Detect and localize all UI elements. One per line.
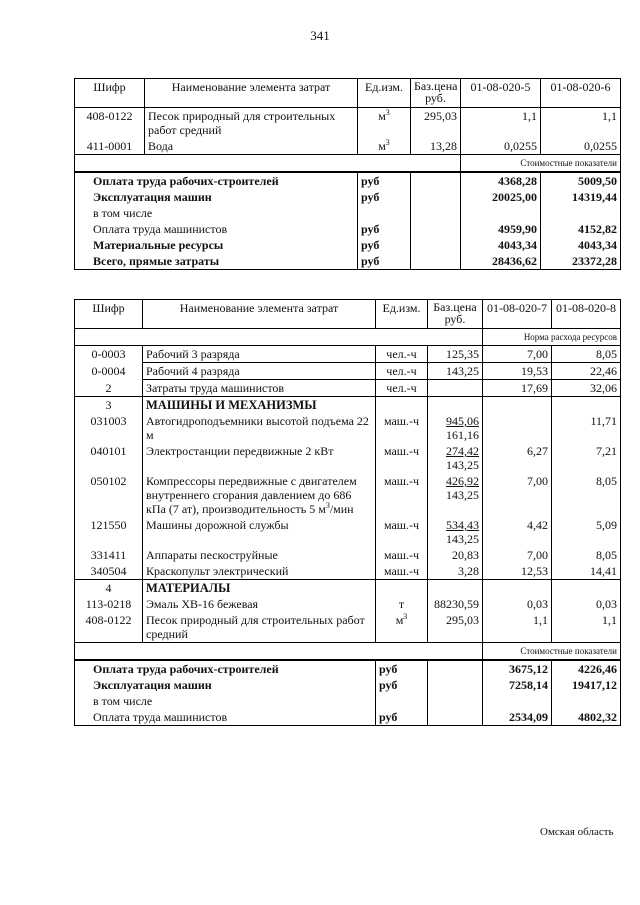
summary-unit: руб xyxy=(376,677,428,693)
base-price: 3,28 xyxy=(458,564,479,578)
base-price: 534,43 xyxy=(446,518,479,532)
cell-name: Песок природный для строительных работ средний xyxy=(143,612,376,643)
cell-unit xyxy=(376,397,428,414)
cell-unit: чел.-ч xyxy=(376,363,428,380)
summary-empty xyxy=(411,253,461,270)
section-title: МАШИНЫ И МЕХАНИЗМЫ xyxy=(143,397,376,414)
cell-base-price xyxy=(428,580,483,597)
base-price: 945,06 xyxy=(446,414,479,428)
summary-row xyxy=(75,660,621,677)
section-title: МАТЕРИАЛЫ xyxy=(143,580,376,597)
superscript: 3 xyxy=(325,501,330,510)
cell-base-price xyxy=(428,563,483,580)
summary-unit xyxy=(376,693,428,709)
cell-base-price xyxy=(428,443,483,473)
cell-col1: 1,1 xyxy=(483,612,552,643)
header-unit: Ед.изм. xyxy=(358,79,411,108)
cell-col2: 1,1 xyxy=(541,108,621,139)
summary-row xyxy=(75,693,621,709)
summary-label: Оплата труда машинистов xyxy=(75,221,358,237)
summary-col2 xyxy=(552,693,621,709)
cell-col1 xyxy=(483,413,552,443)
cell-code: 121550 xyxy=(75,517,143,547)
summary-label: Материальные ресурсы xyxy=(75,237,358,253)
cell-col1: 1,1 xyxy=(461,108,541,139)
header-unit: Ед.изм. xyxy=(376,300,428,329)
cell-col2: 8,05 xyxy=(552,547,621,563)
cell-code: 3 xyxy=(75,397,143,414)
cell-col1: 6,27 xyxy=(483,443,552,473)
superscript: 3 xyxy=(385,108,390,117)
cell-base-price: 295,03 xyxy=(411,108,461,139)
table-row xyxy=(75,517,621,547)
header-col1: 01-08-020-7 xyxy=(483,300,552,329)
table-row xyxy=(75,413,621,443)
cell-name: Электростанции передвижные 2 кВт xyxy=(143,443,376,473)
summary-col1: 4368,28 xyxy=(461,172,541,189)
cell-code: 0-0004 xyxy=(75,363,143,380)
summary-unit: руб xyxy=(358,237,411,253)
summary-empty xyxy=(411,205,461,221)
cell-code: 050102 xyxy=(75,473,143,517)
summary-empty xyxy=(411,237,461,253)
cell-col2: 0,0255 xyxy=(541,138,621,155)
table-row xyxy=(75,596,621,612)
summary-row xyxy=(75,677,621,693)
summary-unit: руб xyxy=(376,660,428,677)
summary-row xyxy=(75,709,621,726)
header-code: Шифр xyxy=(75,300,143,329)
cell-col1 xyxy=(483,580,552,597)
table-row xyxy=(75,563,621,580)
summary-col1: 20025,00 xyxy=(461,189,541,205)
cell-col1: 7,00 xyxy=(483,473,552,517)
summary-empty xyxy=(428,677,483,693)
cell-col1: 0,0255 xyxy=(461,138,541,155)
cell-col1: 4,42 xyxy=(483,517,552,547)
summary-unit: руб xyxy=(358,253,411,270)
base-price: 426,92 xyxy=(446,474,479,488)
header-code: Шифр xyxy=(75,79,145,108)
cell-col2: 11,71 xyxy=(552,413,621,443)
cell-code: 031003 xyxy=(75,413,143,443)
base-price: 125,35 xyxy=(446,347,479,361)
table-row xyxy=(75,612,621,643)
cell-unit: $м^3$ xyxy=(358,108,411,139)
cell-base-price xyxy=(428,517,483,547)
superscript: 3 xyxy=(385,138,390,147)
summary-label: в том числе xyxy=(75,205,358,221)
cell-unit: чел.-ч xyxy=(376,346,428,363)
cell-name: Песок природный для строительных работ средний xyxy=(145,108,358,139)
base-price: 274,42 xyxy=(446,444,479,458)
summary-row xyxy=(75,172,621,189)
base-price: 295,03 xyxy=(446,613,479,627)
cell-unit: т xyxy=(376,596,428,612)
cell-code: 331411 xyxy=(75,547,143,563)
cell-base-price xyxy=(428,612,483,643)
summary-col1: 7258,14 xyxy=(483,677,552,693)
table-row xyxy=(75,108,621,139)
summary-col2: 23372,28 xyxy=(541,253,621,270)
cell-name: Рабочий 3 разряда xyxy=(143,346,376,363)
cell-col2: 8,05 xyxy=(552,346,621,363)
summary-label: Эксплуатация машин xyxy=(75,677,376,693)
summary-col2: 4043,34 xyxy=(541,237,621,253)
summary-col1: 4959,90 xyxy=(461,221,541,237)
cell-base-price: 13,28 xyxy=(411,138,461,155)
summary-unit: руб xyxy=(358,172,411,189)
summary-col2: 19417,12 xyxy=(552,677,621,693)
cost-header-row xyxy=(75,155,621,173)
cell-unit: маш.-ч xyxy=(376,517,428,547)
summary-row xyxy=(75,253,621,270)
cost-table-2 xyxy=(74,299,621,726)
cell-code: 408-0122 xyxy=(75,612,143,643)
cell-code: 4 xyxy=(75,580,143,597)
header-name: Наименование элемента затрат xyxy=(145,79,358,108)
cell-col2: 14,41 xyxy=(552,563,621,580)
cell-base-price xyxy=(428,596,483,612)
cell-unit: чел.-ч xyxy=(376,380,428,397)
base-price: 143,25 xyxy=(446,364,479,378)
base-price: 20,83 xyxy=(452,548,479,562)
cell-col1 xyxy=(483,397,552,414)
summary-col2: 4802,32 xyxy=(552,709,621,726)
norm-header: Норма расхода ресурсов xyxy=(483,329,621,346)
cell-name: Эмаль ХВ-16 бежевая xyxy=(143,596,376,612)
summary-label: Оплата труда машинистов xyxy=(75,709,376,726)
cell-name: Машины дорожной службы xyxy=(143,517,376,547)
summary-empty xyxy=(411,221,461,237)
cell-code: 2 xyxy=(75,380,143,397)
header-name: Наименование элемента затрат xyxy=(143,300,376,329)
table-row xyxy=(75,363,621,380)
summary-col2: 4226,46 xyxy=(552,660,621,677)
summary-row xyxy=(75,205,621,221)
cell-code: 040101 xyxy=(75,443,143,473)
summary-empty xyxy=(428,693,483,709)
summary-col1: 2534,09 xyxy=(483,709,552,726)
cell-col2: 22,46 xyxy=(552,363,621,380)
cell-col1: 19,53 xyxy=(483,363,552,380)
summary-empty xyxy=(428,709,483,726)
cell-name: Компрессоры передвижные с двигателем внутреннего сгорания давлением до 686 кПа (7 ат), производительность 5 $м^3$/мин xyxy=(143,473,376,517)
cell-name: Вода xyxy=(145,138,358,155)
cell-col2: 0,03 xyxy=(552,596,621,612)
cost-header: Стоимостные показатели xyxy=(483,643,621,661)
summary-unit: руб xyxy=(358,221,411,237)
cell-base-price xyxy=(428,397,483,414)
cell-col2: 7,21 xyxy=(552,443,621,473)
cell-col1: 17,69 xyxy=(483,380,552,397)
table-row xyxy=(75,138,621,155)
cell-code: 0-0003 xyxy=(75,346,143,363)
summary-empty xyxy=(411,189,461,205)
machinist-wage: 161,16 xyxy=(446,428,479,442)
summary-unit xyxy=(358,205,411,221)
cell-unit: $м^3$ xyxy=(376,612,428,643)
header-col2: 01-08-020-6 xyxy=(541,79,621,108)
cell-col2 xyxy=(552,397,621,414)
table-row xyxy=(75,473,621,517)
table-row xyxy=(75,380,621,397)
summary-unit: руб xyxy=(358,189,411,205)
summary-label: Эксплуатация машин xyxy=(75,189,358,205)
cell-col2: 1,1 xyxy=(552,612,621,643)
section-row xyxy=(75,397,621,414)
summary-label: Оплата труда рабочих-строителей xyxy=(75,172,358,189)
cell-unit: маш.-ч xyxy=(376,413,428,443)
summary-col2: 14319,44 xyxy=(541,189,621,205)
superscript: 3 xyxy=(403,612,408,621)
page-number: 341 xyxy=(310,28,330,43)
summary-empty xyxy=(428,660,483,677)
summary-row xyxy=(75,221,621,237)
machinist-wage: 143,25 xyxy=(446,532,479,546)
summary-col1: 4043,34 xyxy=(461,237,541,253)
machinist-wage: 143,25 xyxy=(446,488,479,502)
cell-name: Аппараты пескоструйные xyxy=(143,547,376,563)
base-price: 88230,59 xyxy=(434,597,479,611)
cell-unit: маш.-ч xyxy=(376,443,428,473)
summary-unit: руб xyxy=(376,709,428,726)
cell-col1: 7,00 xyxy=(483,547,552,563)
cell-col1: 12,53 xyxy=(483,563,552,580)
cell-col2: 5,09 xyxy=(552,517,621,547)
summary-empty xyxy=(411,172,461,189)
table-header-row xyxy=(75,79,621,108)
cell-name: Краскопульт электрический xyxy=(143,563,376,580)
summary-col1: 3675,12 xyxy=(483,660,552,677)
cell-unit: $м^3$ xyxy=(358,138,411,155)
header-base-price: Баз.цена руб. xyxy=(428,300,483,329)
norm-header-row xyxy=(75,329,621,346)
summary-label: в том числе xyxy=(75,693,376,709)
summary-row xyxy=(75,189,621,205)
cell-code: 408-0122 xyxy=(75,108,145,139)
cell-name: Рабочий 4 разряда xyxy=(143,363,376,380)
cost-header-row xyxy=(75,643,621,661)
cell-base-price xyxy=(428,380,483,397)
cell-unit: маш.-ч xyxy=(376,473,428,517)
section-row xyxy=(75,580,621,597)
summary-row xyxy=(75,237,621,253)
summary-col2: 5009,50 xyxy=(541,172,621,189)
cell-col1: 7,00 xyxy=(483,346,552,363)
header-col2: 01-08-020-8 xyxy=(552,300,621,329)
summary-col2: 4152,82 xyxy=(541,221,621,237)
cell-unit: маш.-ч xyxy=(376,547,428,563)
cost-table-1 xyxy=(74,78,621,270)
summary-col1 xyxy=(461,205,541,221)
summary-label: Всего, прямые затраты xyxy=(75,253,358,270)
cell-code: 340504 xyxy=(75,563,143,580)
cell-code: 113-0218 xyxy=(75,596,143,612)
header-col1: 01-08-020-5 xyxy=(461,79,541,108)
cell-base-price xyxy=(428,346,483,363)
summary-col2 xyxy=(541,205,621,221)
summary-col1: 28436,62 xyxy=(461,253,541,270)
footer-region: Омская область xyxy=(540,826,614,838)
table-row xyxy=(75,547,621,563)
cell-col1: 0,03 xyxy=(483,596,552,612)
cell-col2 xyxy=(552,580,621,597)
table-row xyxy=(75,346,621,363)
summary-label: Оплата труда рабочих-строителей xyxy=(75,660,376,677)
cell-name: Автогидроподъемники высотой подъема 22 м xyxy=(143,413,376,443)
cell-base-price xyxy=(428,473,483,517)
table-row xyxy=(75,443,621,473)
cell-base-price xyxy=(428,413,483,443)
cell-unit: маш.-ч xyxy=(376,563,428,580)
cell-col2: 32,06 xyxy=(552,380,621,397)
cell-col2: 8,05 xyxy=(552,473,621,517)
table-header-row xyxy=(75,300,621,329)
cell-name: Затраты труда машинистов xyxy=(143,380,376,397)
summary-col1 xyxy=(483,693,552,709)
cell-unit xyxy=(376,580,428,597)
cell-base-price xyxy=(428,547,483,563)
machinist-wage: 143,25 xyxy=(446,458,479,472)
cell-code: 411-0001 xyxy=(75,138,145,155)
cell-base-price xyxy=(428,363,483,380)
header-base-price: Баз.цена руб. xyxy=(411,79,461,108)
cost-header: Стоимостные показатели xyxy=(461,155,621,173)
